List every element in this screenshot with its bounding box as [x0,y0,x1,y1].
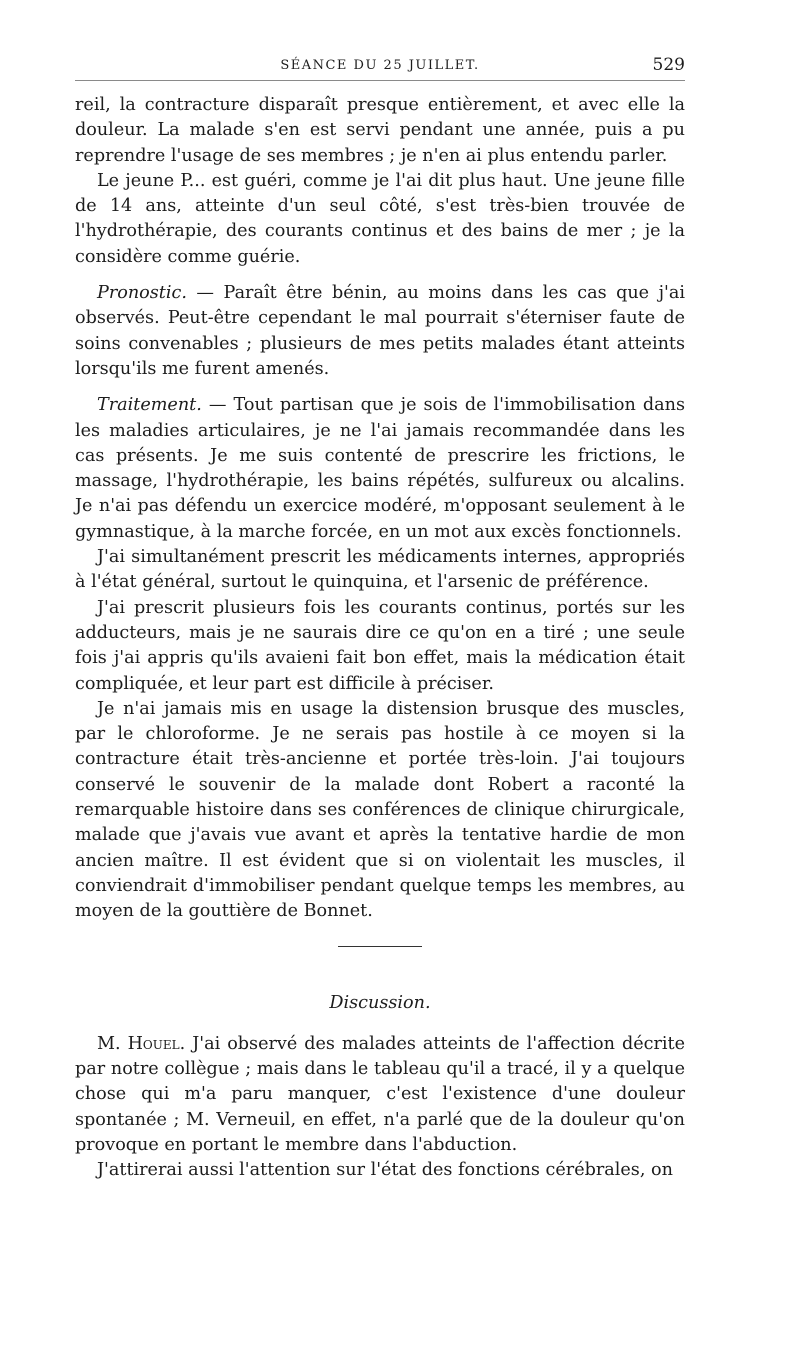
pronostic-heading: Pronostic. [97,283,187,304]
houel-text: J'ai observé des malades atteints de l'affection décrite par notre collègue ; mais dans le tableau qu'il a tracé, il y a quelque chose qui m'a paru manquer, c'est l'existence d'une douleur spontanée ; M. Verneuil, en effet, n'a parlé que de la douleur qu'on provoque en portant le membre dans l'abduction. [75,1033,685,1155]
paragraph-distension: Je n'ai jamais mis en usage la distension brusque des muscles, par le chloroforme. Je ne serais pas hostile à ce moyen si la contracture était très-ancienne et portée très-loin. J'ai toujours conservé le souvenir de la malade dont Robert a raconté la remarquable histoire dans ses conférences de clinique chirurgicale, malade que j'avais vue avant et après la tentative hardie de mon ancien maître. Il est évident que si on violentait les muscles, il conviendrait d'immobiliser pendant quelque temps les membres, au moyen de la gouttière de Bonnet. [75,698,685,922]
page-header [75,50,685,81]
paragraph-continuation: reil, la contracture disparaît presque entièrement, et avec elle la douleur. La malade s'en est servi pendant une année, puis a pu reprendre l'usage de ses membres ; je n'en ai plus entendu parler. [75,95,685,166]
paragraph-medicaments: J'ai simultanément prescrit les médicaments internes, appropriés à l'état général, surtout le quinquina, et l'arsenic de préférence. [75,547,685,593]
paragraph-pronostic [75,281,685,382]
pronostic-text: — Paraît être bénin, au moins dans les cas que j'ai observés. Peut-être cependant le mal pourrait s'éterniser faute de soins convenables ; plusieurs de mes petits malades étant atteints lorsqu'ils me furent amenés. [75,283,685,379]
section-divider [338,946,422,947]
discussion-title: Discussion. [329,992,431,1013]
page-body [75,93,685,1184]
paragraph-cases: Le jeune P... est guéri, comme je l'ai dit plus haut. Une jeune fille de 14 ans, atteinte d'un seul côté, s'est très-bien trouvée de l'hydrothérapie, des courants continus et des bains de mer ; je la considère comme guérie. [75,170,685,267]
page-number: 529 [652,55,685,75]
traitement-heading: Traitement. [97,395,202,416]
paragraph-courants: J'ai prescrit plusieurs fois les courants continus, portés sur les adducteurs, mais je ne saurais dire ce qu'on en a tiré ; une seule fois j'ai appris qu'ils avaieni fait bon effet, mais la médication était compliquée, et leur part est difficile à préciser. [75,597,685,694]
discussion-body [75,1032,685,1184]
paragraph-fonctions: J'attirerai aussi l'attention sur l'état des fonctions cérébrales, on [97,1160,673,1181]
paragraph-traitement [75,393,685,545]
speaker-name: M. Houel. [97,1033,186,1054]
running-title: SÉANCE DU 25 JUILLET. [280,58,480,73]
book-page [75,50,685,1184]
traitement-text: — Tout partisan que je sois de l'immobilisation dans les maladies articulaires, je ne l'ai jamais recommandée dans les cas présents. Je me suis contenté de prescrire les frictions, le massage, l'hydrothérapie, les bains répétés, sulfureux ou alcalins. Je n'ai pas défendu un exercice modéré, m'opposant seulement à le gymnastique, à la marche forcée, en un mot aux excès fonctionnels. [75,395,685,542]
paragraph-houel [75,1032,685,1158]
